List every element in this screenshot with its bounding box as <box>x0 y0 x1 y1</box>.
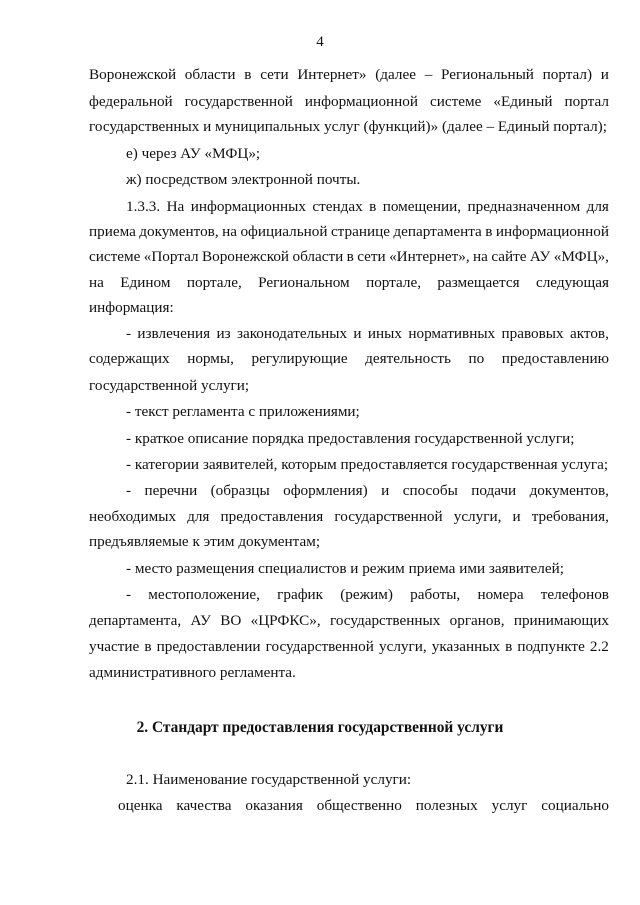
word: «Интернет», <box>389 248 470 265</box>
word: Интернет» <box>297 66 367 83</box>
word: портал) <box>542 66 593 83</box>
word: полезных <box>415 797 478 814</box>
word: подпункте <box>517 638 585 655</box>
word: для <box>187 508 210 525</box>
text-line: - место размещения специалистов и режим приема ими заявителей; <box>126 560 564 577</box>
word: ВО <box>220 612 242 629</box>
text-line: государственных и муниципальных услуг (функций)» (далее – Единый портал); <box>89 118 607 135</box>
word: государственной <box>184 93 293 110</box>
word: Воронежской <box>201 248 290 265</box>
word: из <box>216 325 231 342</box>
word: следующая <box>535 274 609 291</box>
word: участие <box>89 638 140 655</box>
word: помещении, <box>382 198 462 215</box>
word: приема <box>89 223 136 240</box>
word: сайте <box>491 248 527 265</box>
word: для <box>586 198 609 215</box>
text-line <box>89 66 609 84</box>
word: области <box>184 66 236 83</box>
text-line <box>89 612 609 630</box>
text-line <box>126 325 609 343</box>
word: информационных <box>190 198 306 215</box>
text-line <box>89 350 609 368</box>
word: оформления) <box>283 482 368 499</box>
word: - <box>126 482 132 499</box>
word: оказания <box>245 797 303 814</box>
word: работы, <box>410 586 461 603</box>
word: услуги, <box>378 638 427 655</box>
word: в <box>144 638 152 655</box>
word: извлечения <box>137 325 211 342</box>
word: указанных <box>431 638 501 655</box>
word: государственной <box>265 638 374 655</box>
word: сети <box>357 248 386 265</box>
word: 2.2 <box>589 638 609 655</box>
word: На <box>166 198 185 215</box>
text-line <box>126 198 609 216</box>
word: департамента <box>393 223 482 240</box>
word: по <box>468 350 485 367</box>
word: официальной <box>240 223 328 240</box>
word: предоставлении <box>156 638 261 655</box>
word: телефонов <box>540 586 609 603</box>
word: - <box>126 586 132 603</box>
word: требования, <box>531 508 609 525</box>
text-line <box>126 586 609 604</box>
text-line: информация: <box>89 299 174 316</box>
word: регулирующие <box>251 350 348 367</box>
word: сети <box>260 66 289 83</box>
word: предоставлению <box>501 350 609 367</box>
text-line: административного регламента. <box>89 664 296 681</box>
word: услуг <box>491 797 528 814</box>
word: размещается <box>437 274 520 291</box>
word: способы <box>402 482 458 499</box>
word: (режим) <box>340 586 393 603</box>
word: услуги, <box>453 508 502 525</box>
word: - <box>126 325 132 342</box>
word: в <box>485 223 493 240</box>
word: Воронежской <box>89 66 177 83</box>
word: Региональном <box>258 274 350 291</box>
word: государственной <box>334 508 443 525</box>
word: качества <box>176 797 232 814</box>
word: странице <box>330 223 390 240</box>
text-line: государственной услуги; <box>89 377 250 394</box>
text-line <box>89 248 609 266</box>
word: перечни <box>144 482 198 499</box>
word: (образцы <box>210 482 270 499</box>
text-line <box>89 223 609 241</box>
word: общественно <box>316 797 402 814</box>
text-line: - краткое описание порядка предоставления государственной услуги; <box>126 430 575 447</box>
word: оценка <box>118 797 163 814</box>
word: правовых <box>501 325 564 342</box>
word: информационной <box>495 223 609 240</box>
word: местоположение, <box>148 586 260 603</box>
word: номера <box>477 586 524 603</box>
word: АУ <box>190 612 211 629</box>
word: системе <box>89 248 141 265</box>
word: и <box>512 508 521 525</box>
text-line <box>126 482 609 500</box>
word: предоставления <box>220 508 324 525</box>
word: в <box>505 638 513 655</box>
text-line: предъявляемые к этим документам; <box>89 533 321 550</box>
word: принимающих <box>513 612 609 629</box>
word: на <box>89 274 104 291</box>
word: Едином <box>120 274 171 291</box>
word: законодательных <box>236 325 348 342</box>
word: подачи <box>471 482 517 499</box>
word: в <box>244 66 252 83</box>
word: портале, <box>186 274 242 291</box>
word: график <box>277 586 324 603</box>
word: содержащих <box>89 350 170 367</box>
word: портале, <box>366 274 421 291</box>
section-heading: 2. Стандарт предоставления государственной услуги <box>136 719 504 736</box>
text-line <box>118 797 609 815</box>
word: Региональный <box>441 66 534 83</box>
word: в <box>369 198 377 215</box>
word: документов, <box>139 223 219 240</box>
word: «Портал <box>143 248 199 265</box>
word: социально <box>541 797 609 814</box>
word: и <box>353 325 362 342</box>
word: и <box>600 66 609 83</box>
word: «Единый <box>493 93 553 110</box>
word: федеральной <box>89 93 173 110</box>
word: и <box>381 482 390 499</box>
text-line <box>89 274 609 292</box>
word: на <box>222 223 237 240</box>
word: документов, <box>529 482 609 499</box>
word: государственных <box>329 612 441 629</box>
word: деятельность <box>365 350 451 367</box>
text-line <box>89 508 609 526</box>
word: «МФЦ», <box>553 248 609 265</box>
word: в <box>346 248 354 265</box>
word: портал <box>564 93 609 110</box>
text-line: - категории заявителей, которым предоставляется государственная услуга; <box>126 456 609 473</box>
word: (далее <box>375 66 416 83</box>
word: системе <box>430 93 482 110</box>
word: необходимых <box>89 508 177 525</box>
word: области <box>292 248 344 265</box>
text-line: 2.1. Наименование государственной услуги: <box>126 771 412 788</box>
word: органов, <box>449 612 505 629</box>
word: АУ <box>529 248 551 265</box>
text-line: - текст регламента с приложениями; <box>126 403 360 420</box>
text-line <box>89 93 609 111</box>
word: актов, <box>569 325 609 342</box>
word: «ЦРФКС», <box>250 612 321 629</box>
word: информационной <box>304 93 419 110</box>
word: департамента, <box>89 612 182 629</box>
text-line: ж) посредством электронной почты. <box>126 171 361 188</box>
word: иных <box>367 325 402 342</box>
word: стендах <box>312 198 363 215</box>
word: предназначенном <box>467 198 581 215</box>
word: нормы, <box>187 350 234 367</box>
page-number: 4 <box>316 34 324 50</box>
word: 1.3.3. <box>126 198 161 215</box>
word: – <box>424 66 433 83</box>
word: нормативных <box>408 325 496 342</box>
text-line: е) через АУ «МФЦ»; <box>126 145 261 162</box>
word: на <box>473 248 488 265</box>
text-line <box>89 638 609 656</box>
